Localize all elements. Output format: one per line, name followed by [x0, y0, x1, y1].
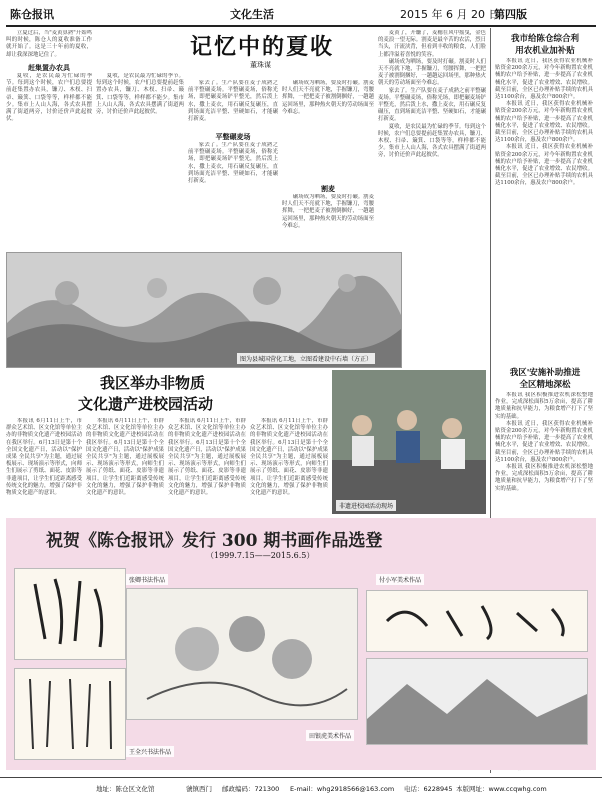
- horizontal-calligraphy: [367, 591, 587, 651]
- showcase-title: 祝贺《陈仓报讯》发行 300 期书画作品选登: [46, 531, 383, 551]
- issue-date: 2015 年 6 月 20 日: [400, 8, 500, 21]
- article2-col4: 本报讯 6月11日上午，市群众艺术馆、区文化馆等单位主办的非物质文化遗产进校园活动在我区举行。6月13日是第十个全国文化遗产日，活动以"保护成果 全民共享"为主题，通过展板展示、现场演示等形式，向师生们展示了剪纸、面花、皮影等非遗项目，让学生们近距离感受传统文化的魅力，增强了保护非物质文化遗产的意识。: [250, 418, 328, 497]
- caption-zhangqing: 张卿书法作品: [126, 574, 168, 585]
- page-footer: [0, 777, 602, 801]
- article1-col4b: 碾场成为晒场，要及时打碾。割麦时人们天不亮就下地，手握镰刀，弯腰挥舞，一把把麦子被割倒捆好，一趟趟运回场里，那种热火朝天的劳动场面至今难忘。: [282, 194, 374, 229]
- edition-label: 第四版: [494, 8, 527, 21]
- footer-ads: 虢镇西门: [186, 785, 212, 793]
- article1-sub1: 赶集置办农具: [28, 63, 70, 72]
- article1-col5: 麦黄了，开镰了，麦穗在风中摇曳，金色的麦浪一望无际。割麦是最辛苦的农活，烈日当头，汗流浃背，但看到丰收的粮食，人们脸上都洋溢着喜悦的笑容。 碾场成为晒场，要及时打碾。割麦时人们天不亮就下地，手握镰刀，弯腰挥舞，一把把麦子被割倒捆好，一趟趟运回场里，那种热火朝天的劳动场面至今难忘。 家去了。生产队要在麦子成熟之前平整碾麦场。平整碾麦场，俗称光场，即把碾麦场铲平整光，然后泼上水，撒上麦衣，用石碾反复碾压，直到场面光洁平整、坚硬如石，才能碾打新麦。 夏收，是农民最为忙碌的季节。每到这个时候，农户们总要提前赶集置办农具，镰刀、木杈、扫帚、簸箕、口袋等等，样样都不能少。集市上人山人海，各式农具摆满了街道两旁，讨价还价声此起彼伏。: [378, 30, 486, 159]
- article2-col3: 本报讯 6月11日上午，市群众艺术馆、区文化馆等单位主办的非物质文化遗产进校园活动在我区举行。6月13日是第十个全国文化遗产日，活动以"保护成果 全民共享"为主题，通过展板展示、现场演示等形式，向师生们展示了剪纸、面花、皮影等非遗项目，让学生们近距离感受传统文化的魅力，增强了保护非物质文化遗产的意识。: [168, 418, 246, 497]
- flower-painting: [126, 588, 358, 720]
- footer-zip: 邮政编码：721300: [222, 785, 280, 793]
- sidebar-body2: 本报讯 我区积极推进农机深松整地作业，完成深松面积5万余亩，提高了耕地质量和抗旱能力，为粮食增产打下了坚实的基础。 本报讯 近日，我区获得农业机械补贴资金200余万元，对今年新购置农业机械的农户给予补贴，进一步提高了农业机械化水平，促进了农业增效、农民增收。截至目前，全区已办理补贴手续的农机具达1100余台，惠及农户800余户。 本报讯 我区积极推进农机深松整地作业，完成深松面积5万余亩，提高了耕地质量和抗旱能力，为粮食增产打下了坚实的基础。: [495, 392, 593, 492]
- article1-col4: 碾场成为晒场，要及时打碾。割麦时人们天不亮就下地，手握镰刀，弯腰挥舞，一把把麦子被割倒捆好，一趟趟运回场里，那种热火朝天的劳动场面至今难忘。: [282, 80, 374, 115]
- article2-title-line2: 文化遗产进校园活动: [78, 395, 214, 413]
- footer-tel: 电话：6228945: [404, 785, 453, 793]
- article1-title: 记忆中的夏收: [190, 34, 335, 60]
- article2-title-line1: 我区举办非物质: [100, 374, 206, 392]
- article1-sub3: 割麦: [321, 184, 335, 193]
- peony-illustration: [127, 589, 357, 719]
- page-header: [0, 0, 602, 26]
- sidebar-title2-line1: 我区'安施补助推进: [509, 368, 581, 378]
- sidebar-title1-line2: 用农机业加补贴: [515, 46, 575, 56]
- article1-author: 董珠谋: [250, 61, 271, 69]
- sidebar-title2-line2: 全区精地深松: [519, 380, 571, 390]
- photo-label: 非遗进校园活动现场: [336, 500, 396, 511]
- paper-name: 陈仓报讯: [10, 8, 54, 21]
- school-activity-photo: [332, 370, 486, 514]
- calligraphy-1: [14, 568, 126, 660]
- showcase-subtitle: （1999.7.15——2015.6.5）: [206, 551, 315, 560]
- header-rule: [6, 25, 596, 27]
- calligraphy-2: [366, 590, 588, 652]
- caption-tianyinhu: 田银虎美术作品: [306, 730, 354, 741]
- footer-web: 本版网址：www.ccqwhg.com: [456, 785, 547, 793]
- caption-fuxiaojun: 付小军美术作品: [376, 574, 424, 585]
- relief-illustration: [7, 253, 401, 367]
- landscape-illustration: [367, 659, 587, 744]
- article1-col2b: 夏收，是农民最为忙碌的季节。每到这个时候，农户们总要提前赶集置办农具，镰刀、木杈、扫帚、簸箕、口袋等等，样样都不能少。集市上人山人海，各式农具摆满了街道两旁，讨价还价声此起彼伏。: [96, 73, 184, 116]
- art-showcase: [6, 518, 596, 770]
- sidebar-body1: 本报讯 近日，我区获得农业机械补贴资金200余万元，对今年新购置农业机械的农户给予补贴，进一步提高了农业机械化水平，促进了农业增效、农民增收。截至目前，全区已办理补贴手续的农机具达1100余台，惠及农户800余户。 本报讯 近日，我区获得农业机械补贴资金200余万元，对今年新购置农业机械的农户给予补贴，进一步提高了农业机械化水平，促进了农业增效、农民增收。截至目前，全区已办理补贴手续的农机具达1100余台，惠及农户800余户。 本报讯 近日，我区获得农业机械补贴资金200余万元，对今年新购置农业机械的农户给予补贴，进一步提高了农业机械化水平，促进了农业增效、农民增收。截至目前，全区已办理补贴手续的农机具达1100余台，惠及农户800余户。: [495, 58, 593, 187]
- photo-illustration: [332, 370, 486, 514]
- calligraphy-strokes-3: [15, 669, 125, 759]
- calligraphy-3: [14, 668, 126, 760]
- article2-col1: 本报讯 6月11日上午，市群众艺术馆、区文化馆等单位主办的非物质文化遗产进校园活动在我区举行。6月13日是第十个全国文化遗产日，活动以"保护成果 全民共享"为主题，通过展板展示、现场演示等形式，向师生们展示了剪纸、面花、皮影等非遗项目，让学生们近距离感受传统文化的魅力，增强了保护非物质文化遗产的意识。: [6, 418, 82, 497]
- landscape-painting: [366, 658, 588, 745]
- banner-caption: 图为县城国营化工地，立图看建设中石墙（方正）: [237, 353, 375, 364]
- article1-col3b: 家去了。生产队要在麦子成熟之前平整碾麦场。平整碾麦场，俗称光场，即把碾麦场铲平整光，然后泼上水，撒上麦衣，用石碾反复碾压，直到场面光洁平整、坚硬如石，才能碾打新麦。: [188, 142, 278, 185]
- footer-email: E-mail：whg2918566@163.com: [290, 785, 395, 793]
- calligraphy-strokes: [15, 569, 125, 659]
- footer-address: 地址：陈仓区文化馆: [96, 785, 155, 793]
- article2-col2: 本报讯 6月11日上午，市群众艺术馆、区文化馆等单位主办的非物质文化遗产进校园活动在我区举行。6月13日是第十个全国文化遗产日，活动以"保护成果 全民共享"为主题，通过展板展示、现场演示等形式，向师生们展示了剪纸、面花、皮影等非遗项目，让学生们近距离感受传统文化的魅力，增强了保护非物质文化遗产的意识。: [86, 418, 164, 497]
- article1-col2: 夏收，是农民最为忙碌的季节。每到这个时候，农户们总要提前赶集置办农具，镰刀、木杈、扫帚、簸箕、口袋等等，样样都不能少。集市上人山人海，各式农具摆满了街道两旁，讨价还价声此起彼伏。: [6, 73, 92, 123]
- section-name: 文化生活: [230, 8, 274, 21]
- article1-col3: 家去了。生产队要在麦子成熟之前平整碾麦场。平整碾麦场，俗称光场，即把碾麦场铲平整光，然后泼上水，撒上麦衣，用石碾反复碾压，直到场面光洁平整、坚硬如石，才能碾打新麦。: [188, 80, 278, 123]
- article1-sub2: 平整碾麦场: [215, 132, 251, 141]
- sidebar-title1-line1: 我市给陈仓综合利: [510, 34, 579, 44]
- article1-col1: 立夏过后，当"麦黄算熟"开始鸣叫的时候，陈仓人的夏收准备工作就开始了。这是三十年前的夏收，却让我深深地记住了。: [6, 30, 92, 58]
- wall-relief-photo: [6, 252, 402, 368]
- caption-wangquanxing: 王全兴书法作品: [126, 746, 174, 757]
